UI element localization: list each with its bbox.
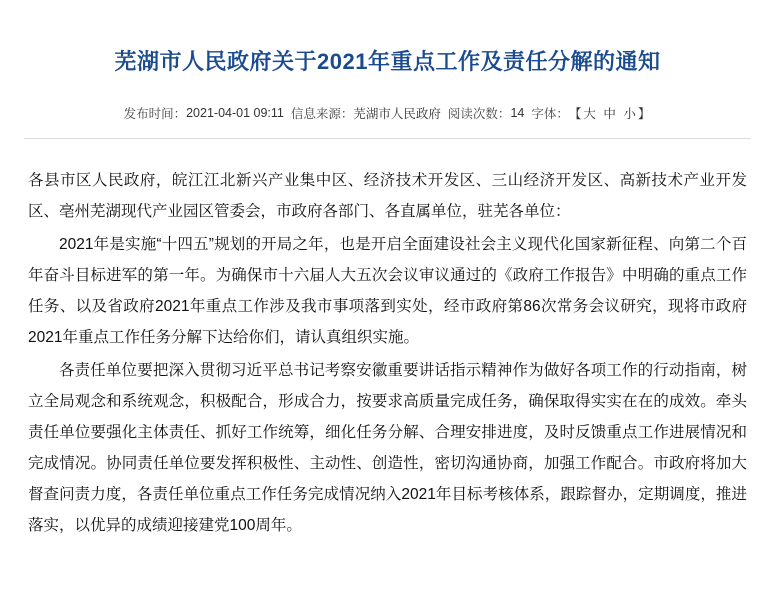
body-paragraph-1: 各县市区人民政府，皖江江北新兴产业集中区、经济技术开发区、三山经济开发区、高新技术产业开发区、亳州芜湖现代产业园区管委会，市政府各部门、各直属单位，驻芜各单位： xyxy=(28,171,747,220)
page-title: 芜湖市人民政府关于2021年重点工作及责任分解的通知 xyxy=(114,48,661,74)
publish-time-value: 2021-04-01 09:11 xyxy=(186,105,284,120)
font-size-controls xyxy=(569,104,652,122)
publish-time-label: 发布时间： xyxy=(123,106,187,121)
read-count-value: 14 xyxy=(510,105,525,120)
article-body xyxy=(0,139,775,541)
body-paragraph-3: 各责任单位要把深入贯彻习近平总书记考察安徽重要讲话指示精神作为做好各项工作的行动指南，树立全局观念和系统观念，积极配合，形成合力，按要求高质量完成任务，确保取得实实在在的成效。牵头责任单位要强化主体责任、抓好工作统筹，细化任务分解、合理安排进度，及时反馈重点工作进展情况和完成情况。协同责任单位要发挥积极性、主动性、创造性，密切沟通协商，加强工作配合。市政府将加大督查问责力度，各责任单位重点工作任务完成情况纳入2021年目标考核体系，跟踪督办，定期调度，推进落实，以优异的成绩迎接建党100周年。 xyxy=(28,361,747,534)
font-size-label: 字体： xyxy=(531,106,569,121)
source-value: 芜湖市人民政府 xyxy=(353,106,441,121)
font-size-small-button[interactable]: 小 xyxy=(623,106,637,121)
bracket-left: 【 xyxy=(568,106,583,121)
article-page xyxy=(0,15,775,591)
bracket-right: 】 xyxy=(637,106,652,121)
font-size-medium-button[interactable]: 中 xyxy=(603,106,617,121)
read-count-label: 阅读次数： xyxy=(447,106,511,121)
source-label: 信息来源： xyxy=(290,106,354,121)
body-paragraph-2: 2021年是实施“十四五”规划的开局之年，也是开启全面建设社会主义现代化国家新征程、向第二个百年奋斗目标进军的第一年。为确保市十六届人大五次会议审议通过的《政府工作报告》中明确的重点工作任务、以及省政府2021年重点工作涉及我市事项落到实处，经市政府第86次常务会议研究，现将市政府2021年重点工作任务分解下达给你们，请认真组织实施。 xyxy=(28,235,747,346)
font-size-large-button[interactable]: 大 xyxy=(583,106,597,121)
article-meta-bar xyxy=(0,104,775,138)
